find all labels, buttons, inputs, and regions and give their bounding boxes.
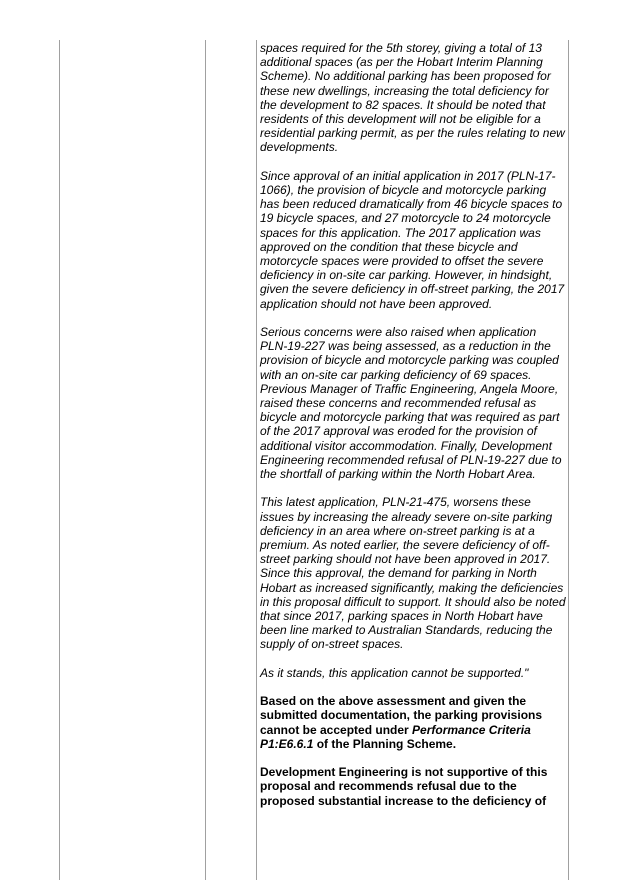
paragraph-2017-approval: Since approval of an initial application in 2017 (PLN-17-1066), the provision of bicycle and motorcycle parking has been reduced dramatically from 46 bicycle spaces to 19 bicycle spaces, and 27 motorcycle to 24 motorcycle spaces for this application. The 2017 application was approved on the condition that these bicycle and motorcycle spaces were provided to offset the severe deficiency in on-site car parking. However, in hindsight, given the severe deficiency in off-street parking, the 2017 application should not have been approved. <box>260 168 565 311</box>
paragraph-refusal-recommendation: Development Engineering is not supportive of this proposal and recommends refusal due to the proposed substantial increase to the deficiency of <box>260 765 548 808</box>
table-border-content-left <box>256 40 257 880</box>
performance-criteria-reference: Performance Criteria P1:E6.6.1 <box>260 722 531 751</box>
paragraph-latest-application: This latest application, PLN-21-475, worsens these issues by increasing the already severe on-site parking deficiency in an area where on-street parking is at a premium. As noted earlier, the severe deficiency of off-street parking should not have been approved in 2017. Since this approval, the demand for parking in North Hobart as increased significantly, making the deficiencies in this proposal difficult to support. It should also be noted that since 2017, parking spaces in North Hobart have been line marked to Australian Standards, reducing the supply of on-street spaces. <box>260 495 566 652</box>
table-border-left <box>59 40 60 880</box>
table-border-right <box>568 40 569 880</box>
paragraph-cannot-be-supported: As it stands, this application cannot be supported." <box>260 665 529 680</box>
paragraph-assessment-conclusion <box>260 694 566 751</box>
conclusion-text-end: of the Planning Scheme. <box>313 736 457 751</box>
assessment-text <box>260 41 566 822</box>
table-border-divider <box>205 40 206 880</box>
conclusion-text-start: Based on the above assessment and given the submitted documentation, the parking provisions cannot be accepted under <box>260 694 543 737</box>
paragraph-serious-concerns: Serious concerns were also raised when application PLN-19-227 was being assessed, as a reduction in the provision of bicycle and motorcycle parking was coupled with an on-site car parking deficiency of 69 spaces. Previous Manager of Traffic Engineering, Angela Moore, raised these concerns and recommended refusal as bicycle and motorcycle parking that was required as part of the 2017 approval was eroded for the provision of additional visitor accommodation. Finally, Development Engineering recommended refusal of PLN-19-227 due to the shortfall of parking within the North Hobart Area. <box>260 325 562 482</box>
paragraph-parking-spaces: spaces required for the 5th storey, giving a total of 13 additional spaces (as per the Hobart Interim Planning Scheme). No additional parking has been proposed for these new dwellings, increasing the total deficiency for the development to 82 spaces. It should be noted that residents of this development will not be eligible for a residential parking permit, as per the rules relating to new developments. <box>260 41 565 155</box>
